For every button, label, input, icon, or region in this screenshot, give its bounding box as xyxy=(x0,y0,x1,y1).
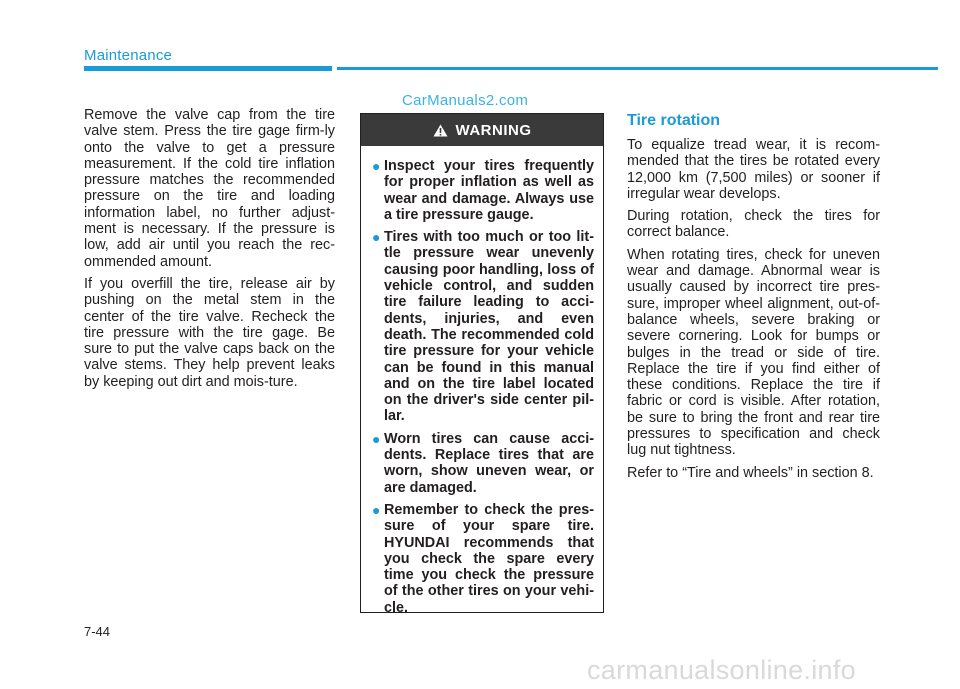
tire-rotation-heading: Tire rotation xyxy=(627,112,721,129)
warning-item xyxy=(374,502,594,616)
warning-triangle-icon xyxy=(433,124,448,137)
right-paragraph-1: To equalize tread wear, it is recom-mended that the tires be rotated every 12,000 km (7,500 miles) or sooner if irregular wear develops. xyxy=(627,137,880,202)
warning-box xyxy=(360,113,604,616)
warning-item-text: Tires with too much or too lit-tle pressure wear unevenly causing poor handling, loss of vehicle control, and sudden tire failure leading to acci-dents, injuries, and even death. The recommended cold tire pressure for your vehicle can be found in this manual and on the tire label located on the driver's side center pil-lar. xyxy=(384,229,594,425)
warning-item-text: Remember to check the pres-sure of your spare tire. HYUNDAI recommends that you check the spare every time you check the pressure of the other tires on your vehi-cle. xyxy=(384,501,594,616)
page-number: 7-44 xyxy=(84,624,111,639)
warning-item xyxy=(374,158,594,223)
warning-title: WARNING xyxy=(455,121,532,139)
warning-item xyxy=(374,229,594,425)
right-paragraph-4: Refer to “Tire and wheels” in section 8. xyxy=(627,464,874,481)
watermark-bottom: carmanualsonline.info xyxy=(587,655,856,685)
header-rule-accent xyxy=(84,66,332,71)
bullet-dot-icon: ● xyxy=(372,229,381,246)
right-column xyxy=(627,137,880,487)
left-column xyxy=(84,107,335,396)
warning-list xyxy=(361,146,603,616)
watermark-top: CarManuals2.com xyxy=(402,92,529,109)
warning-item-text: Worn tires can cause acci-dents. Replace tires that are worn, show uneven wear, or are damaged. xyxy=(384,430,594,496)
right-paragraph-3: When rotating tires, check for uneven wear and damage. Abnormal wear is usually caused by incorrect tire pres-sure, improper wheel alignment, out-of-balance wheels, severe braking or severe cornering. Look for bumps or bulges in the tread or side of tire. Replace the tire if you find either of these conditions. Replace the tire if fabric or cord is visible. After rotation, be sure to bring the front and rear tire pressures to specification and check lug nut tightness. xyxy=(627,246,880,459)
right-paragraph-2: During rotation, check the tires for correct balance. xyxy=(627,208,880,241)
warning-item xyxy=(374,431,594,496)
section-title: Maintenance xyxy=(84,47,173,64)
warning-item-text: Inspect your tires frequently for proper inflation as well as wear and damage. Always use a tire pressure gauge. xyxy=(384,158,594,223)
bullet-dot-icon: ● xyxy=(372,158,381,174)
left-paragraph-1: Remove the valve cap from the tire valve stem. Press the tire gage firm-ly onto the valve to get a pressure measurement. If the cold tire inflation pressure matches the recommended pressure on the tire and loading information label, no further adjust-ment is necessary. If the pressure is low, add air until you reach the rec-ommended amount. xyxy=(84,107,335,270)
left-paragraph-2: If you overfill the tire, release air by pushing on the metal stem in the center of the tire valve. Recheck the tire pressure with the tire gage. Be sure to put the valve caps back on the valve stems. They help prevent leaks by keeping out dirt and mois-ture. xyxy=(84,275,335,390)
warning-header xyxy=(361,114,603,146)
bullet-dot-icon: ● xyxy=(372,501,381,518)
header-rule-line xyxy=(337,67,938,70)
bullet-dot-icon: ● xyxy=(372,430,381,447)
